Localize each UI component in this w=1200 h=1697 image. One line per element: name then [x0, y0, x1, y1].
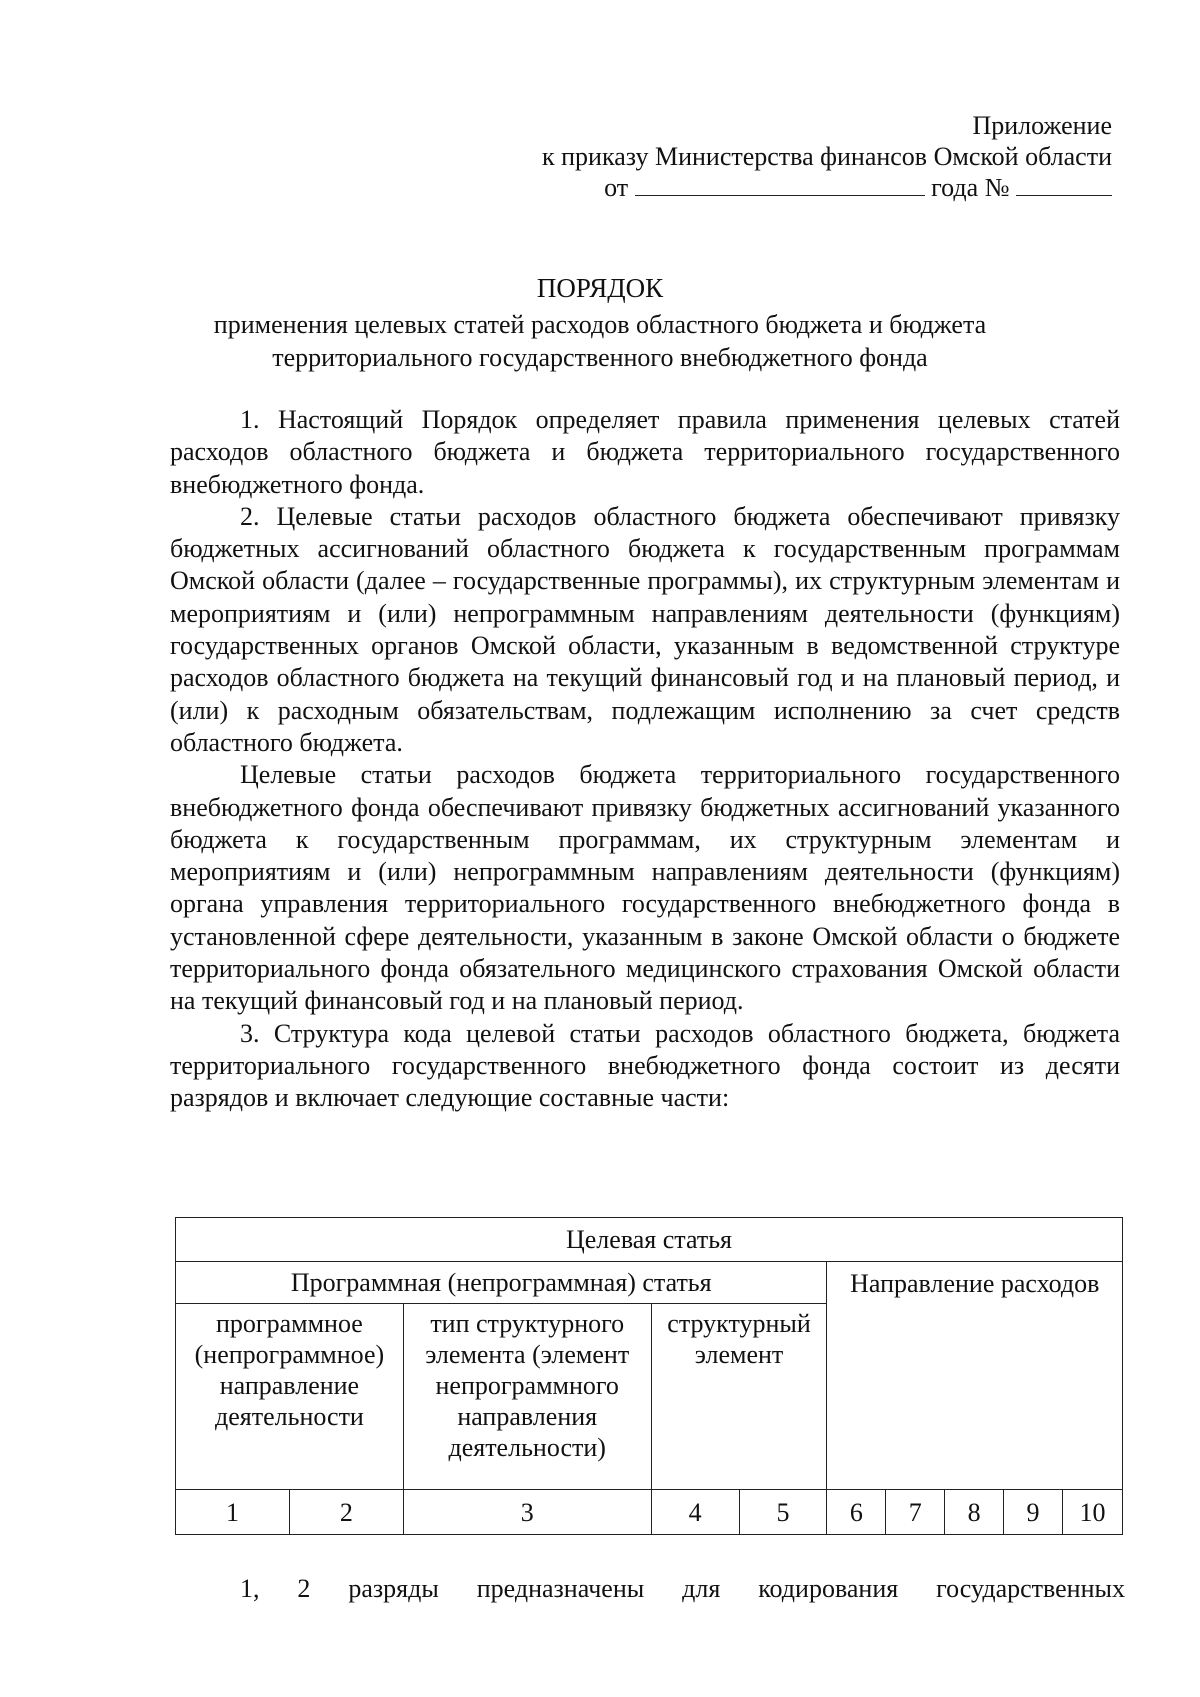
- trailing-paragraph-start: [240, 1573, 1125, 1605]
- tail-word: 2: [297, 1574, 311, 1603]
- digit-cell: 3: [403, 1490, 651, 1535]
- paragraph-3: Целевые статьи расходов бюджета территориального государственного внебюджетного фонда обеспечивают привязку бюджетных ассигнований указанного бюджета к государственным программам, их структурным элементам и мероприятиям и (или) непрограммным направлениям деятельности (функциям) органа управления территориального государственного внебюджетного фонда в установленной сфере деятельности, указанным в законе Омской области о бюджете территориального фонда обязательного медицинского страхования Омской области на текущий финансовый год и на плановый период.: [170, 760, 1120, 1016]
- code-structure-table: [175, 1217, 1123, 1535]
- digit-cell: 9: [1004, 1490, 1063, 1535]
- date-field: [635, 173, 925, 196]
- order-number-field: [1016, 173, 1112, 196]
- appendix-header: [412, 110, 1112, 203]
- header-element-type: тип структурного элемента (элемент непрограммного направления деятельности): [403, 1304, 651, 1490]
- tail-word: разряды: [348, 1574, 439, 1603]
- digit-cell: 1: [176, 1490, 290, 1535]
- tail-word: государственных: [936, 1574, 1125, 1603]
- paragraph-4: 3. Структура кода целевой статьи расходов областного бюджета, бюджета территориального государственного внебюджетного фонда состоит из десяти разрядов и включает следующие составные части:: [170, 1018, 1120, 1113]
- paragraph-1: 1. Настоящий Порядок определяет правила применения целевых статей расходов областного бюджета и бюджета территориального государственного внебюджетного фонда.: [170, 405, 1120, 499]
- tail-word: для: [682, 1574, 721, 1603]
- header-program-article: Программная (непрограммная) статья: [176, 1262, 827, 1304]
- document-body: [170, 404, 1120, 1115]
- digit-cell: 4: [651, 1490, 739, 1535]
- digit-cell: 2: [289, 1490, 403, 1535]
- header-structural-element: структурный элемент: [651, 1304, 827, 1490]
- paragraph-2: 2. Целевые статьи расходов областного бюджета обеспечивают привязку бюджетных ассигнований областного бюджета к государственным программам Омской области (далее – государственные программы), их структурным элементам и мероприятиям и (или) непрограммным направлениям деятельности (функциям) государственных органов Омской области, указанным в ведомственной структуре расходов областного бюджета на текущий финансовый год и на плановый период, и (или) к расходным обязательствам, подлежащим исполнению за счет средств областного бюджета.: [170, 501, 1120, 757]
- appendix-title: Приложение: [972, 111, 1112, 140]
- date-prefix: от: [604, 173, 629, 202]
- digit-cell: 6: [827, 1490, 886, 1535]
- document-subtitle: применения целевых статей расходов областного бюджета и бюджета территориального государственного внебюджетного фонда: [213, 310, 987, 372]
- year-number-label: года №: [931, 173, 1010, 202]
- digit-cell: 8: [945, 1490, 1004, 1535]
- appendix-order-ref: к приказу Министерства финансов Омской области: [542, 142, 1112, 171]
- header-expense-direction: Направление расходов: [827, 1262, 1123, 1490]
- digit-cell: 5: [739, 1490, 827, 1535]
- digit-cell: 7: [886, 1490, 945, 1535]
- digit-cell: 10: [1062, 1490, 1122, 1535]
- document-title: ПОРЯДОК: [536, 273, 664, 303]
- tail-word: предназначены: [476, 1574, 645, 1603]
- tail-word: кодирования: [758, 1574, 899, 1603]
- appendix-date-line: [412, 172, 1112, 203]
- tail-word: 1,: [240, 1574, 260, 1603]
- header-program-direction: программное (непрограммное) направление деятельности: [176, 1304, 404, 1490]
- header-target-article: Целевая статья: [176, 1218, 1123, 1262]
